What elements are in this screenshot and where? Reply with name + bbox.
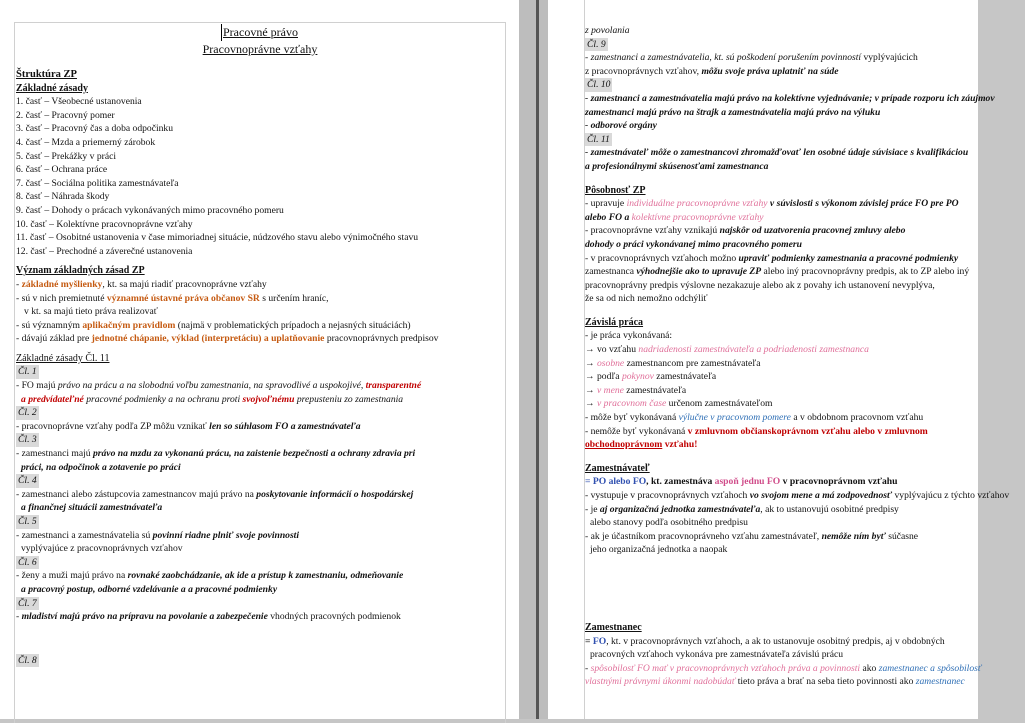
article-text: zamestnanci majú právo na štrajk a zamestnávatelia majú právo na výluku <box>585 106 881 118</box>
article-text: z povolania <box>585 25 630 36</box>
article-label: Čl. 7 <box>18 597 37 609</box>
vyznam-line: - základné myšlienky, kt. sa majú riadiť pracovnoprávne vzťahy <box>16 278 267 290</box>
article-label: Čl. 6 <box>18 556 37 568</box>
article-text: - zamestnanci alebo zástupcovia zamestnancov majú právo na poskytovanie informácií o hospodárskej <box>16 488 414 500</box>
zamestnavatel-line: - ak je účastníkom pracovnoprávneho vzťahu zamestnávateľ, nemôže ním byť súčasne <box>585 530 919 542</box>
doc-subtitle: Pracovnoprávne vzťahy <box>202 42 318 56</box>
vyznam-heading: Význam základných zásad ZP <box>16 265 145 277</box>
vyznam-line: - sú významným aplikačným pravidlom (najmä v problematických prípadoch a nejasných situáciách) <box>16 319 411 331</box>
article-label: Čl. 8 <box>18 654 37 666</box>
article-text: z pracovnoprávnych vzťahov, môžu svoje práva uplatniť na súde <box>585 65 839 77</box>
zavisla-line: - nemôže byť vykonávaná v zmluvnom občianskoprávnom vzťahu alebo v zmluvnom <box>585 425 928 437</box>
article-label: Čl. 3 <box>18 434 37 446</box>
zavisla-line: → vo vzťahu nadriadenosti zamestnávateľa a podriadenosti zamestnanca <box>585 344 869 356</box>
zamestnanec-line: pracovných vzťahoch vykonáva pre zamestnávateľa závislú prácu <box>590 649 844 661</box>
zamestnavatel-line: - vystupuje v pracovnoprávnych vzťahoch vo svojom mene a má zodpovednosť vyplývajúcu z týchto vzťahov <box>585 490 1010 501</box>
part-item: 9. časť – Dohody o prácach vykonávaných mimo pracovného pomeru <box>16 204 284 216</box>
zavisla-line: → podľa pokynov zamestnávateľa <box>585 371 717 383</box>
posobnost-line: že sa od nich nemožno odchýliť <box>585 293 708 305</box>
zavisla-line: → v pracovnom čase určenom zamestnávateľom <box>585 398 773 410</box>
struct-heading: Štruktúra ZP <box>16 69 77 80</box>
article-text: - zamestnanci a zamestnávatelia, kt. sú poškodení porušením povinností vyplývajúcich <box>585 52 918 64</box>
zavisla-line: - môže byť vykonávaná výlučne v pracovnom pomere a v obdobnom pracovnom vzťahu <box>585 412 924 424</box>
zamestnavatel-line: alebo stanovy podľa osobitného predpisu <box>590 517 748 529</box>
article-text: - ženy a muži majú právo na rovnaké zaobchádzanie, ak ide a prístup k zamestnaniu, odmeňovanie <box>16 570 404 582</box>
article-text: - mladiství majú právo na prípravu na povolanie a zabezpečenie vhodných pracovných podmienok <box>16 611 401 623</box>
part-item: 3. časť – Pracovný čas a doba odpočinku <box>16 123 174 135</box>
part-item: 2. časť – Pracovný pomer <box>16 109 115 121</box>
part-item: 7. časť – Sociálna politika zamestnávateľa <box>16 177 179 189</box>
article-text: - zamestnanci a zamestnávatelia majú právo na kolektívne vyjednávanie; v prípade rozporu ich záujmov <box>585 92 995 104</box>
article-text: a finančnej situácii zamestnávateľa <box>21 502 163 514</box>
article-text: - pracovnoprávne vzťahy podľa ZP môžu vznikať len so súhlasom FO a zamestnávateľa <box>16 420 361 432</box>
cl11-heading: Základné zásady Čl. 11 <box>16 352 110 364</box>
zavisla-line: → v mene zamestnávateľa <box>585 384 687 396</box>
zamestnavatel-heading: Zamestnávateľ <box>585 462 650 474</box>
article-text: a profesionálnymi skúsenosťami zamestnanca <box>585 160 769 172</box>
zamestnavatel-line: jeho organizačná jednotka a naopak <box>590 544 728 556</box>
right-content <box>585 24 1025 689</box>
doc-title: Pracovné právo <box>223 25 298 39</box>
posobnost-line: zamestnanca výhodnejšie ako to upravuje ZP alebo iný pracovnoprávny predpis, ak to ZP alebo iný <box>585 266 970 278</box>
posobnost-line: alebo FO a kolektívne pracovnoprávne vzťahy <box>585 211 764 223</box>
vyznam-line: v kt. sa majú tieto práva realizovať <box>24 306 158 318</box>
zamestnavatel-line: - je aj organizačná jednotka zamestnávateľa, ak to ustanovujú osobitné predpisy <box>585 503 899 515</box>
article-text: - zamestnanci a zamestnávatelia sú povinní riadne plniť svoje povinnosti <box>16 529 300 541</box>
article-label: Čl. 5 <box>18 516 37 527</box>
right-page <box>548 0 1010 719</box>
page-divider <box>536 0 539 719</box>
article-text: - zamestnávateľ môže o zamestnancovi zhromažďovať len osobné údaje súvisiace s kvalifikáciou <box>585 147 969 159</box>
article-text: - FO majú právo na prácu a na slobodnú voľbu zamestnania, na spravodlivé a uspokojivé, transparentné <box>16 380 422 392</box>
posobnost-line: dohody o práci vykonávanej mimo pracovného pomeru <box>585 238 802 250</box>
article-label: Čl. 4 <box>18 475 37 487</box>
zavisla-line: - je práca vykonávaná: <box>585 330 673 342</box>
article-label: Čl. 10 <box>587 79 611 91</box>
article-text: práci, na odpočinok a zotavenie po práci <box>21 461 181 473</box>
article-text: a predvídateľné pracovné podmienky a na ochranu proti svojvoľnému prepusteniu zo zamestnania <box>21 393 404 405</box>
part-item: 1. časť – Všeobecné ustanovenia <box>16 96 142 108</box>
zasady-heading: Základné zásady <box>16 82 88 94</box>
article-label: Čl. 11 <box>587 133 610 145</box>
article-text: a pracovný postup, odborné vzdelávanie a a pracovné podmienky <box>21 583 278 595</box>
part-item: 8. časť – Náhrada škody <box>16 191 110 203</box>
posobnost-line: - upravuje individuálne pracovnoprávne vzťahy v súvislosti s výkonom závislej práce FO pre PO <box>585 198 959 210</box>
article-label: Čl. 1 <box>18 366 37 378</box>
zavisla-heading: Závislá práca <box>585 316 644 328</box>
posobnost-line: pracovnoprávny predpis výslovne nezakazuje alebo ak z povahy ich ustanovení nevyplýva, <box>585 279 935 291</box>
part-item: 5. časť – Prekážky v práci <box>16 150 116 162</box>
zamestnavatel-line: = PO alebo FO, kt. zamestnáva aspoň jednu FO v pracovnoprávnom vzťahu <box>585 476 898 488</box>
part-item: 6. časť – Ochrana práce <box>16 164 108 176</box>
article-label: Čl. 2 <box>18 407 37 419</box>
zavisla-line: obchodnoprávnom vzťahu! <box>585 439 698 451</box>
posobnost-line: - pracovnoprávne vzťahy vznikajú najskôr od uzatvorenia pracovnej zmluvy alebo <box>585 225 906 237</box>
zamestnanec-heading: Zamestnanec <box>585 621 642 633</box>
article-text: vyplývajúce z pracovnoprávnych vzťahov <box>21 543 183 555</box>
article-text: - zamestnanci majú právo na mzdu za vykonanú prácu, na zaistenie bezpečnosti a ochrany zdravia pri <box>16 448 416 460</box>
zamestnanec-line: vlastnými právnymi úkonmi nadobúdať tieto práva a brať na seba tieto povinnosti ako zamestnanec <box>585 676 965 688</box>
zamestnanec-line: = FO, kt. v pracovnoprávnych vzťahoch, a ak to ustanovuje osobitný predpis, aj v obdobných <box>585 635 945 647</box>
article-text: - odborové orgány <box>585 120 657 132</box>
vyznam-line: - sú v nich premietnuté významné ústavné práva občanov SR s určením hraníc, <box>16 292 329 304</box>
part-item: 12. časť – Prechodné a záverečné ustanovenia <box>16 245 193 257</box>
posobnost-line: - v pracovnoprávnych vzťahoch možno upraviť podmienky zamestnania a pracovné podmienky <box>585 252 959 264</box>
part-item: 10. časť – Kolektívne pracovnoprávne vzťahy <box>16 218 193 230</box>
zamestnanec-line: - spôsobilosť FO mať v pracovnoprávnych vzťahoch práva a povinnosti ako zamestnanec a spôsobilosť <box>585 662 982 674</box>
zavisla-line: → osobne zamestnancom pre zamestnávateľa <box>585 357 761 369</box>
part-item: 11. časť – Osobitné ustanovenia v čase mimoriadnej situácie, núdzového stavu alebo výnimočného stavu <box>16 232 419 244</box>
page-gutter <box>519 0 548 719</box>
left-content <box>16 24 504 667</box>
article-label: Čl. 9 <box>587 38 606 50</box>
part-item: 4. časť – Mzda a priemerný zárobok <box>16 136 156 148</box>
vyznam-line: - dávajú základ pre jednotné chápanie, výklad (interpretáciu) a uplatňovanie pracovnoprávnych predpisov <box>16 333 439 345</box>
posobnost-heading: Pôsobnosť ZP <box>585 184 646 196</box>
